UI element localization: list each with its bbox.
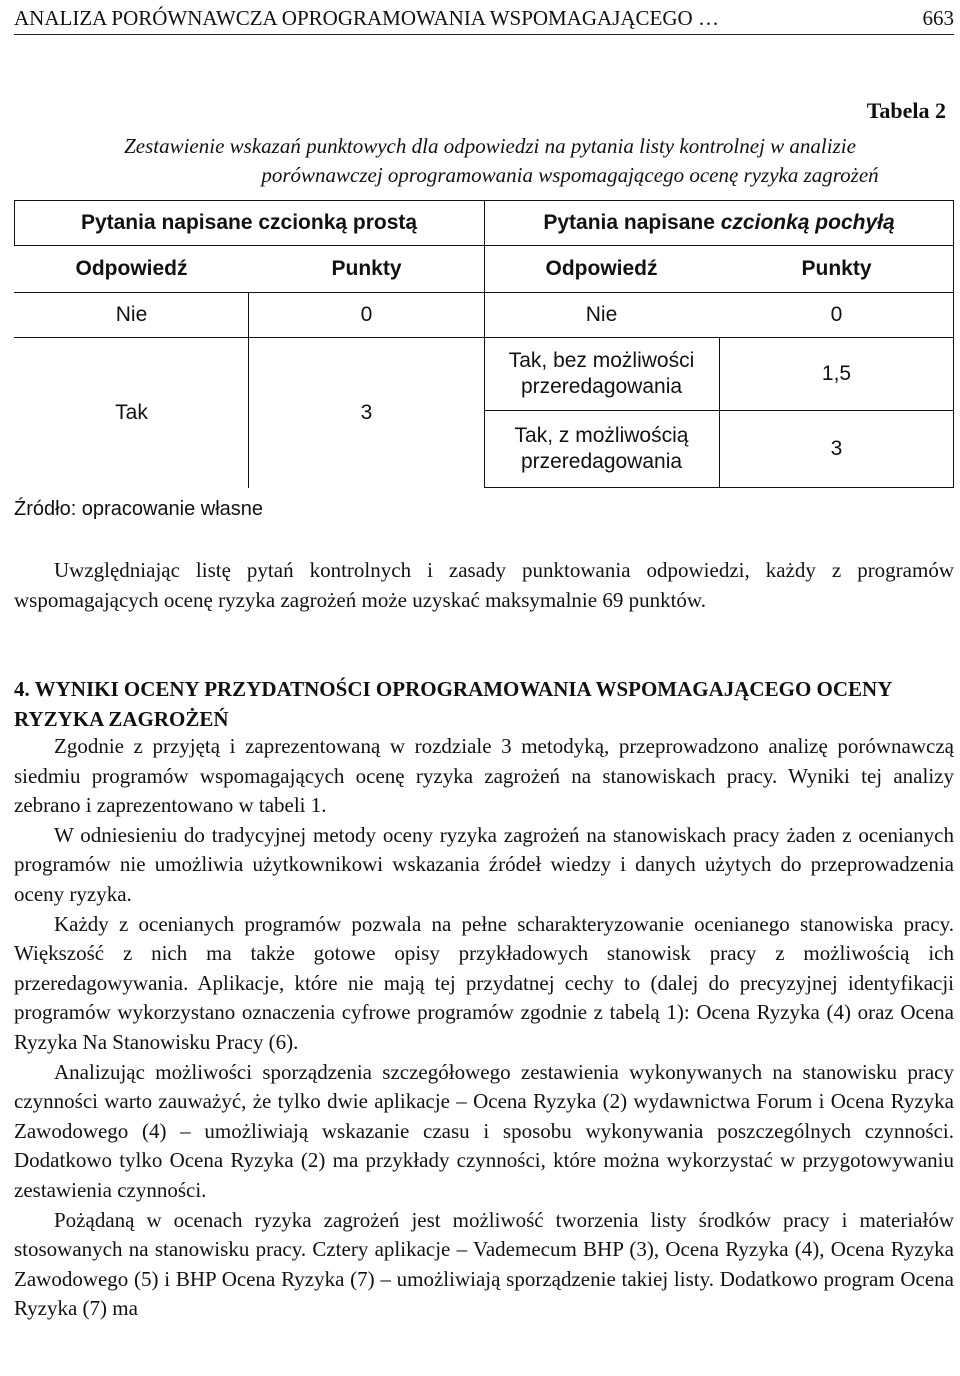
table-caption-line-2: porównawczej oprogramowania wspomagającego ocenę ryzyka zagrożeń	[261, 163, 879, 187]
paragraph-1: Zgodnie z przyjętą i zaprezentowaną w rozdziale 3 metodyką, przeprowadzono analizę porównawczą siedmiu programów wspomagających ocenę ryzyka zagrożeń na stanowiskach pracy. Wyniki tej analizy zebrano i zaprezentowano w tabeli 1.	[14, 734, 954, 818]
col-header-answer-2: Odpowiedź	[545, 257, 658, 280]
cell-nie-points-1: 0	[360, 303, 373, 326]
col-header-points-1: Punkty	[331, 257, 402, 280]
cell-tak-z: Tak, z możliwością przeredagowania	[514, 424, 689, 473]
cell-tak-points-1: 3	[360, 401, 373, 424]
cell-nie-2: Nie	[585, 303, 618, 326]
section-body	[14, 732, 954, 1324]
paragraph-4: Analizując możliwości sporządzenia szczegółowego zestawienia wykonywanych na stanowisku pracy czynności warto zauważyć, że tylko dwie aplikacje – Ocena Ryzyka (2) wydawnictwa Forum i Ocena Ryzyka Zawodowego (4) – umożliwiają wskazanie czasu i sposobu wykonywania poszczególnych czynności. Dodatkowo tylko Ocena Ryzyka (2) ma przykłady czynności, które można wykorzystać w przygotowywaniu zestawienia czynności.	[14, 1059, 954, 1202]
col-header-points-2: Punkty	[801, 257, 872, 280]
cell-tak-z-points: 3	[830, 437, 843, 460]
cell-tak-bez-points: 1,5	[821, 362, 852, 385]
group-header-regular: Pytania napisane czcionką prostą	[80, 210, 418, 234]
paragraph-2: W odniesieniu do tradycyjnej metody oceny ryzyka zagrożeń na stanowiskach pracy żaden z ocenianych programów nie umożliwia użytkownikowi wskazania źródeł wiedzy i danych użytych do przeprowadzenia oceny ryzyka.	[14, 822, 954, 906]
intro-paragraph	[14, 556, 954, 615]
paragraph-3: Każdy z ocenianych programów pozwala na pełne scharakteryzowanie ocenianego stanowiska pracy. Większość z nich ma także gotowe opisy przykładowych stanowisk pracy z możliwością ich przeredagowywania. Aplikacje, które nie mają tej przydatnej cechy to (dalej do precyzyjnej identyfikacji programów wykorzystano oznaczenia cyfrowe programów zgodnie z tabelą 1): Ocena Ryzyka (4) oraz Ocena Ryzyka Na Stanowisku Pracy (6).	[14, 911, 954, 1054]
paragraph-intro: Uwzględniając listę pytań kontrolnych i zasady punktowania odpowiedzi, każdy z programów wspomagających ocenę ryzyka zagrożeń może uzyskać maksymalnie 69 punktów.	[14, 558, 954, 612]
group-header-italic: Pytania napisane czcionką pochyłą	[543, 210, 895, 234]
table-caption-line-1: Zestawienie wskazań punktowych dla odpowiedzi na pytania listy kontrolnej w analizie	[124, 134, 856, 158]
paragraph-5: Pożądaną w ocenach ryzyka zagrożeń jest możliwość tworzenia listy środków pracy i materiałów stosowanych na stanowisku pracy. Cztery aplikacje – Vademecum BHP (3), Ocena Ryzyka (4), Ocena Ryzyka Zawodowego (5) i BHP Ocena Ryzyka (7) – umożliwiają sporządzenie takiej listy. Dodatkowo program Ocena Ryzyka (7) ma	[14, 1207, 954, 1321]
table-source: Źródło: opracowanie własne	[14, 498, 264, 520]
cell-nie-1: Nie	[115, 303, 148, 326]
running-header	[14, 4, 954, 35]
table-caption	[40, 132, 940, 190]
col-header-answer-1: Odpowiedź	[75, 257, 188, 280]
cell-tak-1: Tak	[115, 401, 148, 424]
table-number: Tabela 2	[866, 98, 946, 123]
score-table	[14, 200, 954, 488]
cell-tak-bez: Tak, bez możliwości przeredagowania	[508, 349, 695, 398]
header-title: ANALIZA PORÓWNAWCZA OPROGRAMOWANIA WSPOMAGAJĄCEGO …	[14, 6, 719, 30]
page-number: 663	[922, 6, 954, 30]
cell-nie-points-2: 0	[830, 303, 843, 326]
section-heading: 4. WYNIKI OCENY PRZYDATNOŚCI OPROGRAMOWANIA WSPOMAGAJĄCEGO OCENY RYZYKA ZAGROŻEŃ	[14, 677, 892, 731]
